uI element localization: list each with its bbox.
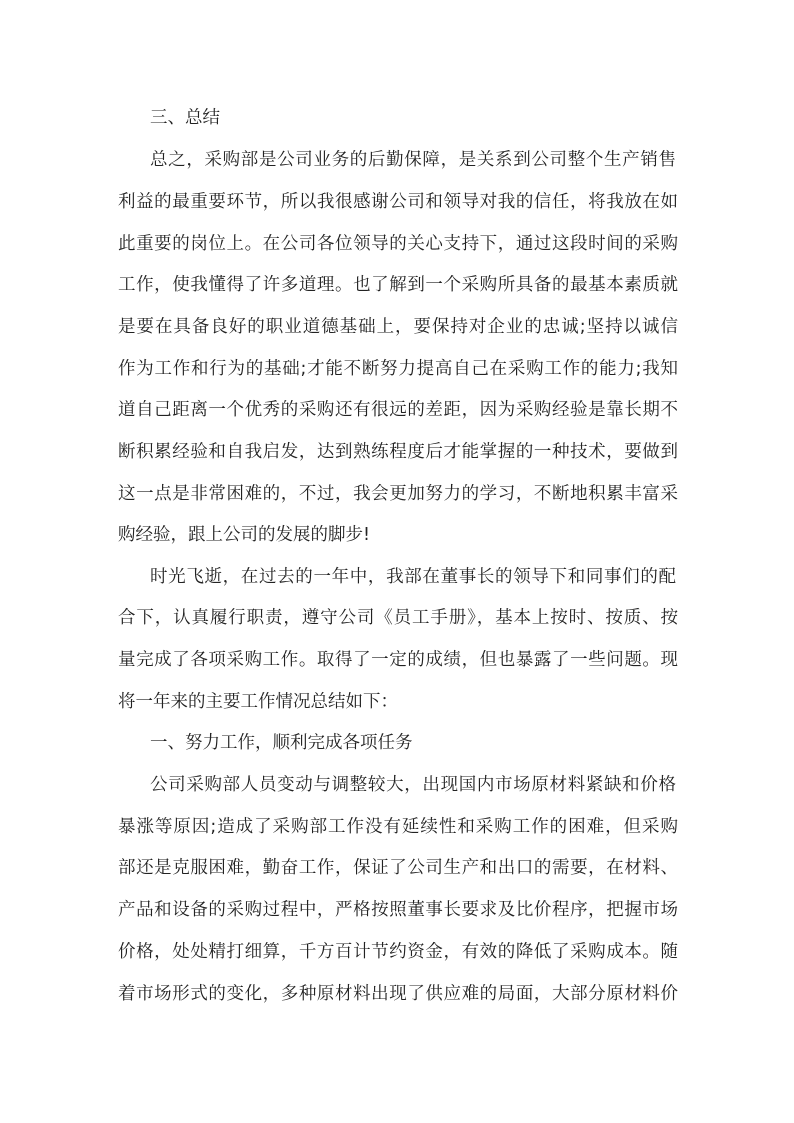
paragraph-line: 暴涨等原因;造成了采购部工作没有延续性和采购工作的困难，但采购 <box>118 817 678 837</box>
paragraph-line: 购经验，跟上公司的发展的脚步! <box>118 525 371 545</box>
paragraph-line: 总之，采购部是公司业务的后勤保障，是关系到公司整个生产销售 <box>150 150 676 170</box>
paragraph-line: 是要在具备良好的职业道德基础上，要保持对企业的忠诚;坚持以诚信 <box>118 317 678 337</box>
section-heading-summary: 三、总结 <box>150 108 220 128</box>
paragraph-line: 价格，处处精打细算，千方百计节约资金，有效的降低了采购成本。随 <box>118 942 678 962</box>
paragraph-line: 着市场形式的变化，多种原材料出现了供应难的局面，大部分原材料价 <box>118 984 678 1004</box>
paragraph-line: 产品和设备的采购过程中，严格按照董事长要求及比价程序，把握市场 <box>118 900 678 920</box>
paragraph-line: 部还是克服困难，勤奋工作，保证了公司生产和出口的需要，在材料、 <box>118 858 678 878</box>
paragraph-line: 合下，认真履行职责，遵守公司《员工手册》，基本上按时、按质、按 <box>118 608 678 628</box>
paragraph-line: 将一年来的主要工作情况总结如下： <box>118 692 398 712</box>
paragraph-line: 工作，使我懂得了许多道理。也了解到一个采购所具备的最基本素质就 <box>118 275 678 295</box>
paragraph-line: 量完成了各项采购工作。取得了一定的成绩，但也暴露了一些问题。现 <box>118 650 678 670</box>
section-heading-work: 一、努力工作，顺利完成各项任务 <box>150 733 413 753</box>
paragraph-line: 断积累经验和自我启发，达到熟练程度后才能掌握的一种技术，要做到 <box>118 442 678 462</box>
paragraph-line: 这一点是非常困难的，不过，我会更加努力的学习，不断地积累丰富采 <box>118 484 678 504</box>
paragraph-line: 时光飞逝，在过去的一年中，我部在董事长的领导下和同事们的配 <box>150 567 676 587</box>
paragraph-line: 此重要的岗位上。在公司各位领导的关心支持下，通过这段时间的采购 <box>118 234 678 254</box>
paragraph-line: 道自己距离一个优秀的采购还有很远的差距，因为采购经验是靠长期不 <box>118 400 678 420</box>
paragraph-line: 公司采购部人员变动与调整较大，出现国内市场原材料紧缺和价格 <box>150 775 676 795</box>
paragraph-line: 利益的最重要环节，所以我很感谢公司和领导对我的信任，将我放在如 <box>118 192 678 212</box>
paragraph-line: 作为工作和行为的基础;才能不断努力提高自己在采购工作的能力;我知 <box>118 359 678 379</box>
